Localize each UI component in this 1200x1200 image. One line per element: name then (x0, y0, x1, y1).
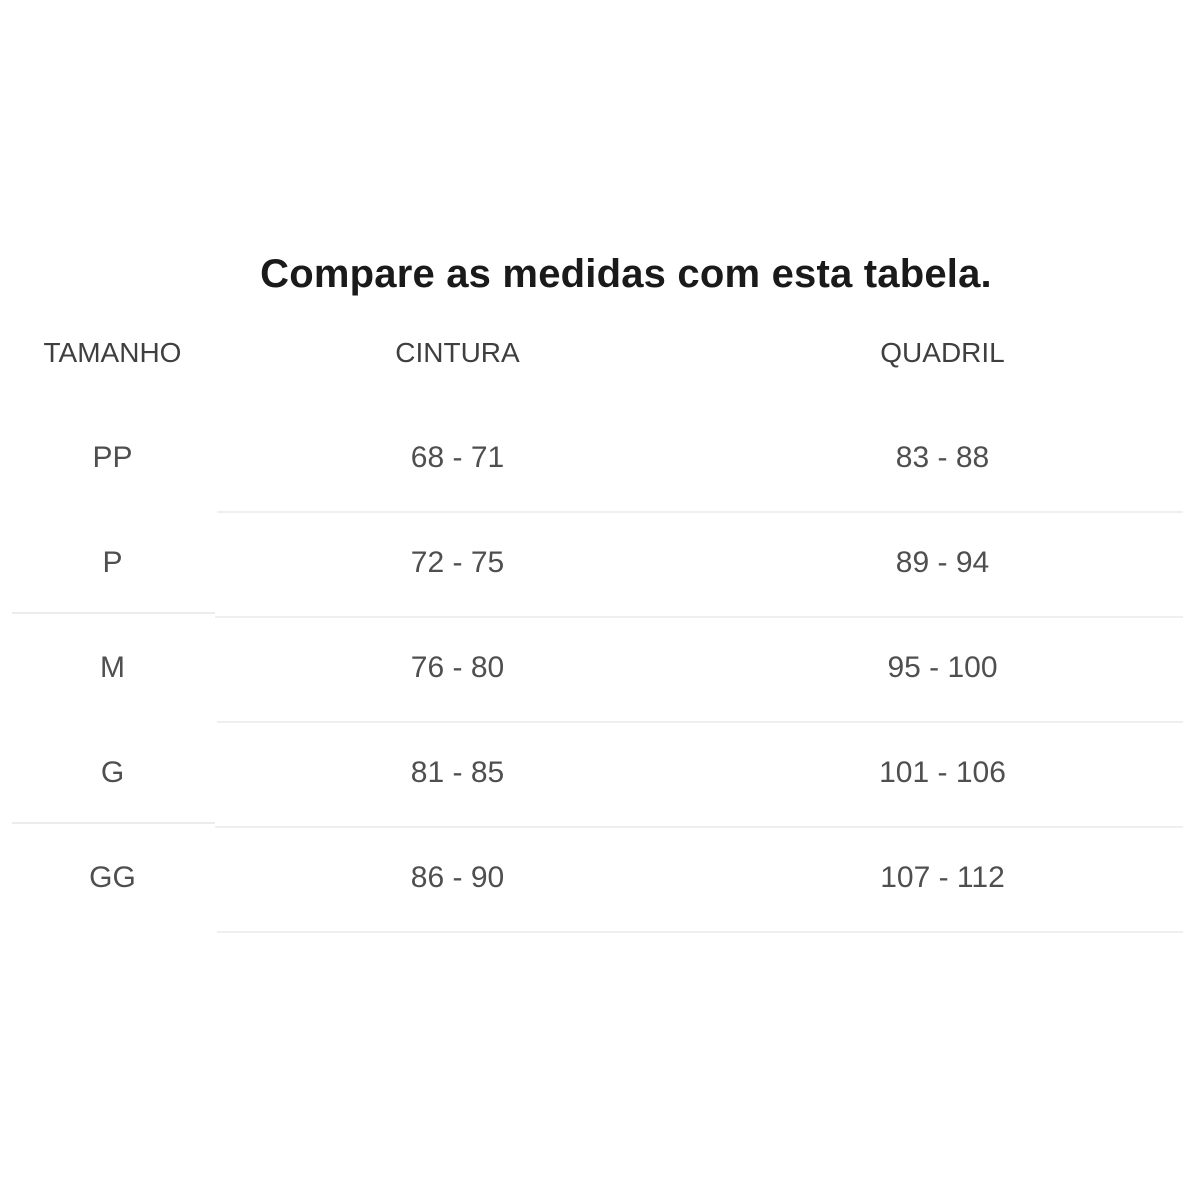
size-label: P (102, 545, 123, 579)
size-label: GG (89, 860, 136, 894)
row-divider (217, 511, 1183, 513)
column-header-tamanho: TAMANHO (43, 337, 182, 368)
page-title: Compare as medidas com esta tabela. (260, 252, 992, 296)
column-header-cintura: CINTURA (395, 337, 520, 368)
table-row (10, 510, 1185, 615)
column-header-quadril: QUADRIL (880, 337, 1005, 368)
cintura-value: 86 - 90 (410, 860, 505, 894)
cintura-value: 68 - 71 (410, 440, 505, 474)
quadril-value: 107 - 112 (880, 860, 1005, 894)
row-divider (215, 616, 1183, 618)
quadril-value: 83 - 88 (895, 440, 990, 474)
size-label: G (100, 755, 125, 789)
row-divider (12, 612, 215, 614)
table-header-row (10, 334, 1185, 372)
row-divider (12, 822, 215, 824)
quadril-value: 95 - 100 (887, 650, 998, 684)
table-row (10, 615, 1185, 720)
table-row (10, 405, 1185, 510)
quadril-value: 101 - 106 (879, 755, 1006, 789)
row-divider (215, 826, 1183, 828)
row-divider (217, 931, 1183, 933)
table-body (10, 405, 1185, 930)
size-label: M (100, 650, 125, 684)
row-divider (217, 721, 1183, 723)
cintura-value: 72 - 75 (410, 545, 505, 579)
table-row (10, 720, 1185, 825)
table-row (10, 825, 1185, 930)
quadril-value: 89 - 94 (895, 545, 990, 579)
size-label: PP (92, 440, 133, 474)
cintura-value: 81 - 85 (410, 755, 505, 789)
cintura-value: 76 - 80 (410, 650, 505, 684)
